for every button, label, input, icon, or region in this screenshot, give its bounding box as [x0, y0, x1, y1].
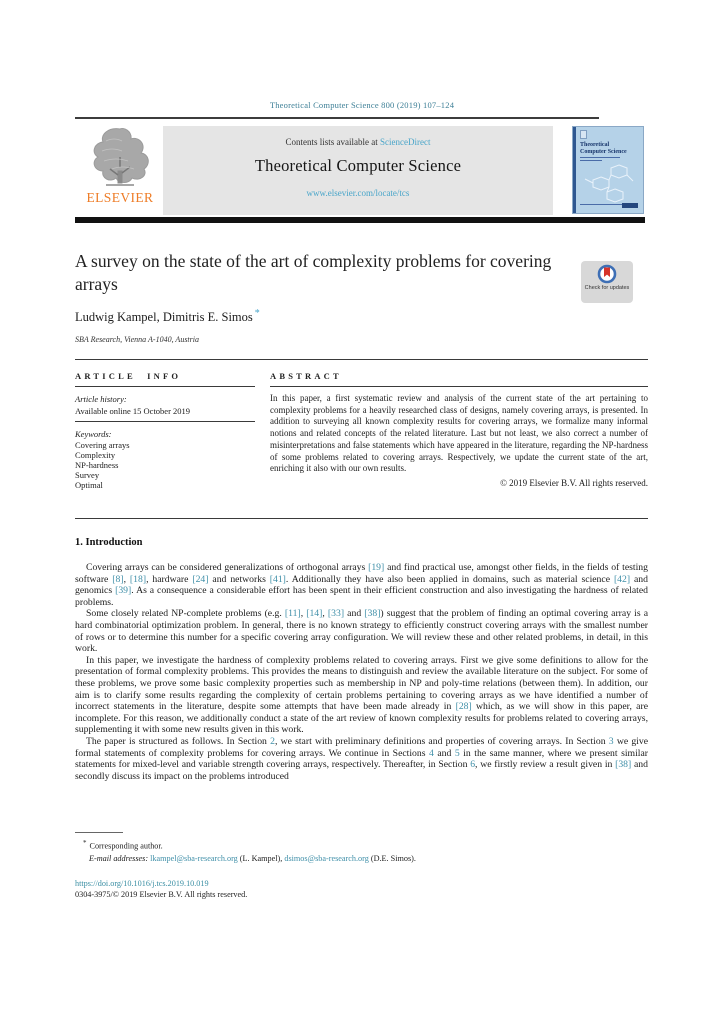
cover-subtitle-line — [580, 157, 620, 158]
contents-text: Contents lists available at — [285, 137, 380, 147]
citation-link[interactable]: [38] — [364, 608, 381, 620]
paragraph: In this paper, we investigate the hardness of complexity problems related to covering arrays. First we give some definitions to allow for the presentation of formal complexity problems. This provides the means to distinguish and review the available literature on the subject. For some of these problems, we prove some basic complexity properties such as membership in NP and poly-time relations (between them). In addition, our aim is to clarify some results regarding the complexity of certain problems pertaining to covering arrays as we have identified a number of incorrect statements in the literature, despite some attempts that have been made already in [28] which, as we will show in this paper, are incomplete. For this reason, we additionally conduct a state of the art review of known complexity results for problems related to covering arrays, supplementing it with some new results given in this work. — [75, 654, 648, 736]
citation-link[interactable]: 4 — [429, 747, 434, 759]
info-abstract-section — [75, 371, 648, 490]
article-info-column — [75, 371, 255, 490]
footnote-asterisk: * — [83, 839, 87, 847]
cover-bottom-mark — [622, 203, 638, 208]
section-heading: 1. Introduction — [75, 537, 143, 548]
corresponding-text: Corresponding author. — [89, 841, 163, 851]
elsevier-wordmark: ELSEVIER — [86, 190, 154, 205]
email-addresses-line — [75, 854, 648, 863]
introduction-section — [75, 537, 648, 782]
keyword-item: Covering arrays — [75, 440, 130, 450]
cover-mini-logo — [580, 130, 587, 139]
author-names: Ludwig Kampel, Dimitris E. Simos — [75, 310, 253, 325]
keyword-item: Complexity — [75, 450, 116, 460]
citation-link[interactable]: [39] — [115, 585, 132, 597]
citation-link[interactable]: [14] — [306, 608, 323, 620]
cover-title-line1: Theoretical — [580, 142, 610, 148]
citation-link[interactable]: [33] — [327, 608, 345, 620]
check-for-updates-badge[interactable] — [581, 261, 633, 303]
citation-link[interactable]: 6 — [470, 759, 476, 771]
cover-title — [580, 142, 627, 155]
article-info-heading: ARTICLE INFO — [75, 371, 182, 381]
header-rule — [75, 117, 599, 119]
header-black-bar — [75, 217, 645, 223]
citation-link[interactable]: dsimos@sba-research.org — [284, 853, 369, 863]
citation-link[interactable]: [24] — [192, 573, 209, 585]
authors-line — [75, 308, 648, 325]
footnote-block — [75, 832, 648, 899]
elsevier-tree-icon — [88, 127, 152, 189]
article-info-rule — [75, 386, 255, 387]
crossmark-icon — [597, 264, 617, 284]
sciencedirect-link[interactable]: ScienceDirect — [380, 137, 431, 147]
elsevier-logo — [77, 127, 163, 215]
article-history-label: Article history: — [75, 394, 127, 404]
journal-citation: Theoretical Computer Science 800 (2019) 107–124 — [269, 100, 455, 110]
doi-link[interactable]: https://doi.org/10.1016/j.tcs.2019.10.019 — [75, 878, 209, 888]
title-block — [75, 250, 648, 344]
citation-link[interactable]: 3 — [608, 735, 614, 747]
email-label: E-mail addresses: — [89, 853, 151, 863]
abstract-divider-rule — [75, 518, 648, 519]
abstract-rule — [270, 386, 648, 387]
citation-link[interactable]: [18] — [129, 573, 147, 585]
keywords-list — [75, 440, 255, 490]
corresponding-author-mark[interactable]: * — [254, 308, 260, 319]
check-for-updates-label: Check for updates — [584, 285, 630, 291]
paragraph: The paper is structured as follows. In Section 2, we start with preliminary definitions and properties of covering arrays. In Section 3 we give formal statements of complexity problems for covering arrays. We continue in Sections 4 and 5 in the same manner, where we present similar statements for mixed-level and variable strength covering arrays, respectively. Thereafter, in Section 6, we firstly review a result given in [38] and secondly discuss its impact on the problems introduced — [75, 735, 649, 782]
email-links: lkampel@sba-research.org (L. Kampel), dsimos@sba-research.org (D.E. Simos). — [150, 853, 416, 863]
title-divider-rule — [75, 359, 648, 360]
journal-cover-thumbnail — [572, 126, 644, 214]
citation-link[interactable]: [19] — [368, 562, 385, 573]
issn-copyright-line: 0304-3975/© 2019 Elsevier B.V. All rights reserved. — [75, 889, 248, 899]
citation-link[interactable]: 2 — [270, 735, 275, 747]
citation-link[interactable]: lkampel@sba-research.org — [150, 853, 238, 863]
corresponding-author-note — [75, 839, 648, 851]
abstract-text: In this paper, a first systematic review and analysis of the current state of the art pertaining to complexity problems for a heavily researched class of designs, namely covering arrays, is presented. In addition to surveying all known complexity results for covering arrays, we formalize many informal notions and related concepts of the related literature. Last but not least, we also correct a number of misinterpretations and false statements which have appeared in the literature, regarding the NP-hardness of some problems related to covering arrays. Respectively, we update the current state of the art, enriching it also with our own results. — [270, 393, 648, 474]
article-history-value: Available online 15 October 2019 — [75, 406, 191, 416]
paragraph: Covering arrays can be considered generalizations of orthogonal arrays [19] and find practical use, amongst other fields, in the fields of testing software [8], [18], hardware [24] and networks [41]. Additionally they have also been applied in domains, such as material science [42] and genomics [39]. As a consequence a considerable effort has been spent in their efficient construction and also investigating the hardness of related problems. — [75, 562, 648, 608]
citation-link[interactable]: [41] — [269, 573, 286, 585]
abstract-column — [270, 371, 648, 490]
citation-link[interactable]: 5 — [454, 747, 460, 759]
citation-link[interactable]: [38] — [615, 759, 632, 771]
keyword-item: Optimal — [75, 480, 103, 490]
paragraph: Some closely related NP-complete problems (e.g. [11], [14], [33] and [38]) suggest that the problem of finding an optimal covering array is a hard combinatorial optimization problem. In general, there is no known strategy to efficiently construct covering arrays with the smallest number of rows or to determine this number for a specific covering array configuration. We will review these and other related problems, in detail, in this work. — [75, 608, 649, 655]
cover-bottom-line — [580, 204, 622, 205]
contents-line — [163, 137, 553, 147]
affiliation: SBA Research, Vienna A-1040, Austria — [75, 335, 199, 345]
journal-header-box — [163, 126, 553, 215]
keywords-label: Keywords: — [75, 429, 112, 439]
citation-link[interactable]: [8] — [112, 573, 124, 585]
abstract-heading: ABSTRACT — [270, 371, 342, 381]
keyword-item: Survey — [75, 470, 100, 480]
citation-link[interactable]: [28] — [455, 701, 472, 713]
cover-hexagon-art-icon — [575, 161, 643, 207]
citation-link[interactable]: [42] — [613, 573, 631, 585]
footnote-rule — [75, 832, 123, 833]
citation-link[interactable]: [11] — [284, 608, 301, 620]
cover-title-line2: Computer Science — [580, 148, 627, 155]
page-title: A survey on the state of the art of complexity problems for covering arrays — [75, 251, 552, 294]
journal-banner-title: Theoretical Computer Science — [254, 156, 462, 175]
copyright-line: © 2019 Elsevier B.V. All rights reserved. — [500, 477, 648, 488]
journal-url-link[interactable]: www.elsevier.com/locate/tcs — [306, 188, 410, 198]
keyword-item: NP-hardness — [75, 460, 119, 470]
article-info-rule2 — [75, 421, 255, 422]
